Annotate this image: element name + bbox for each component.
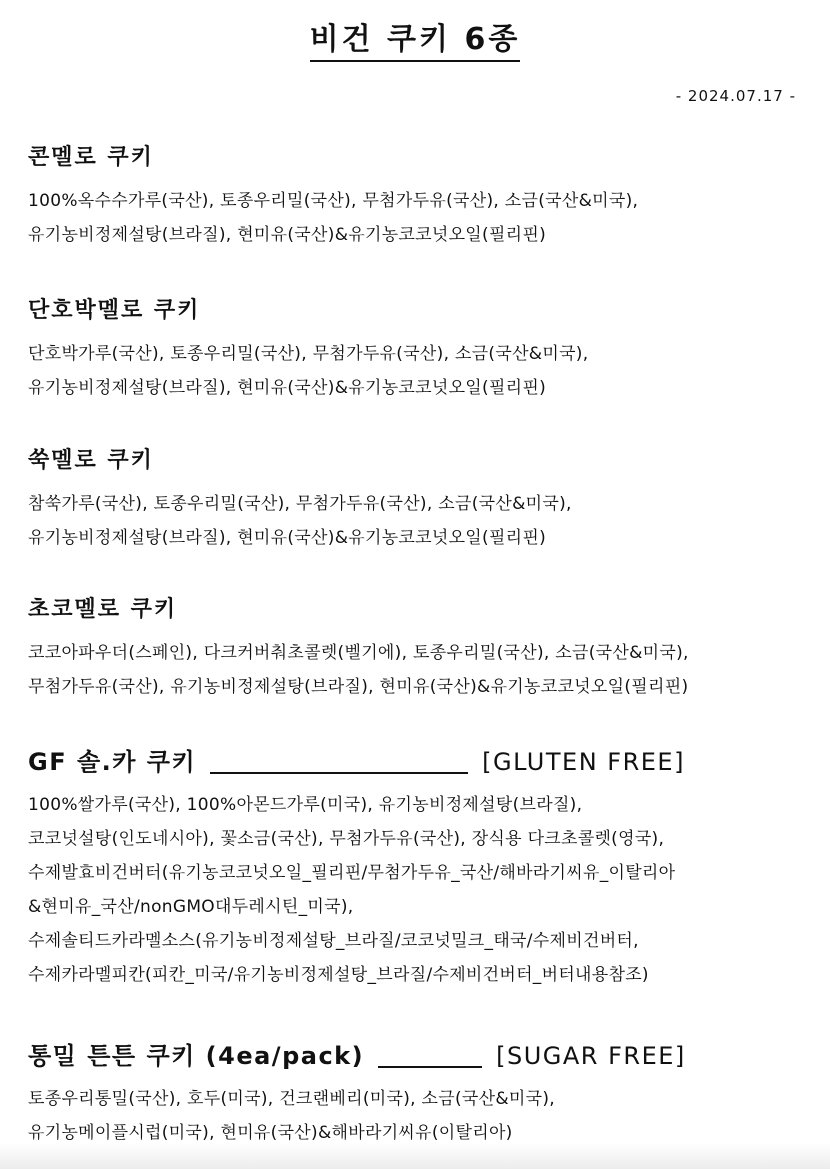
ingredient-line: 100%옥수수가루(국산), 토종우리밀(국산), 무첨가두유(국산), 소금(국산&미국), (28, 191, 639, 211)
section-tag: [GLUTEN FREE] (482, 748, 685, 776)
section-mugwort-mello (28, 445, 818, 555)
section-tag: [SUGAR FREE] (496, 1042, 686, 1070)
ingredient-line: 유기농비정제설탕(브라질), 현미유(국산)&유기농코코넛오일(필리핀) (28, 378, 547, 398)
section-title: GF 솔.카 쿠키 (28, 748, 197, 776)
ingredient-line: 토종우리통밀(국산), 호두(미국), 건크랜베리(미국), 소금(국산&미국), (28, 1089, 555, 1109)
section-choco-mello (28, 594, 818, 704)
ingredient-line: 참쑥가루(국산), 토종우리밀(국산), 무첨가두유(국산), 소금(국산&미국), (28, 494, 572, 514)
section-gf-salted-caramel (28, 746, 818, 992)
ingredient-line: 수제솔티드카라멜소스(유기농비정제설탕_브라질/코코넛밀크_태국/수제비건버터, (28, 931, 639, 951)
section-title: 초코멜로 쿠키 (28, 597, 178, 622)
section-title-row (28, 746, 818, 778)
ingredient-line: 수제발효비건버터(유기농코코넛오일_필리핀/무첨가두유_국산/해바라기씨유_이탈리아 (28, 863, 676, 883)
ingredient-line: 100%쌀가루(국산), 100%아몬드가루(미국), 유기농비정제설탕(브라질), (28, 795, 583, 815)
blank-underline (378, 1046, 482, 1068)
ingredient-line: 무첨가두유(국산), 유기농비정제설탕(브라질), 현미유(국산)&유기농코코넛오일(필리핀) (28, 677, 689, 697)
section-whole-wheat (28, 1040, 818, 1150)
page-bottom-shade (0, 1143, 830, 1169)
ingredient-line: 코코넛설탕(인도네시아), 꽃소금(국산), 무첨가두유(국산), 장식용 다크초콜렛(영국), (28, 829, 665, 849)
section-title: 단호박멜로 쿠키 (28, 298, 201, 323)
section-corn-mello (28, 142, 818, 252)
ingredient-line: 유기농비정제설탕(브라질), 현미유(국산)&유기농코코넛오일(필리핀) (28, 528, 547, 548)
ingredient-line: 수제카라멜피칸(피칸_미국/유기농비정제설탕_브라질/수제비건버터_버터내용참조) (28, 965, 649, 985)
page-title-text: 비건 쿠키 6종 (310, 22, 521, 62)
ingredient-line: 코코아파우더(스페인), 다크커버춰초콜렛(벨기에), 토종우리밀(국산), 소금(국산&미국), (28, 643, 689, 663)
section-title: 통밀 튼튼 쿠키 (4ea/pack) (28, 1042, 365, 1070)
section-title: 쑥멜로 쿠키 (28, 448, 154, 473)
section-title: 콘멜로 쿠키 (28, 145, 154, 170)
section-pumpkin-mello (28, 295, 818, 405)
section-title-row (28, 1040, 818, 1072)
document-date: - 2024.07.17 - (675, 87, 796, 105)
page-title (0, 22, 830, 62)
blank-underline (210, 752, 468, 774)
ingredient-line: 유기농메이플시럽(미국), 현미유(국산)&해바라기씨유(이탈리아) (28, 1123, 513, 1143)
ingredient-line: &현미유_국산/nonGMO대두레시틴_미국), (28, 897, 354, 917)
ingredient-line: 단호박가루(국산), 토종우리밀(국산), 무첨가두유(국산), 소금(국산&미국), (28, 344, 589, 364)
ingredient-line: 유기농비정제설탕(브라질), 현미유(국산)&유기농코코넛오일(필리핀) (28, 225, 547, 245)
